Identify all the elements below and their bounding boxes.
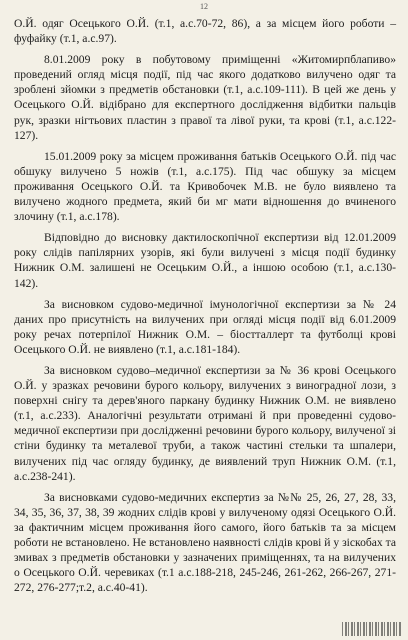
paragraph-5: За висновком судово-медичної імунологічної експертизи за № 24 даних про присутність на вилучених при огляді місця події від 6.01.2009 року речах потерпілої Нижник О.М. – біостталлерт та футболці крові Осецького О.Й. не виявлено (т.1, а.с.181-184). (14, 297, 396, 356)
paragraph-3: 15.01.2009 року за місцем проживання батьків Осецького О.Й. під час обшуку вилучено 5 ножів (т.1, а.с.175). Під час обшуку за місцем проживання Осецького О.Й. та Кривобочек М.В. не було виявлено та вилучено жодного предмета, який би мг мати відношення до вчиненого злочину (т.1, а.с.178). (14, 149, 396, 224)
paragraph-2: 8.01.2009 року в побутовому приміщенні «Житомирпблапиво» проведений огляд місця події, під час якого додатково вилучено одяг та зроблені зйомки з предметів обстановки (т.1, а.с.109-111). В цей же день у Осецького О.Й. відібрано для експертного дослідження відбитки пальців рук, зразки нігтьових пластин з правої та лівої руки, та крові (т.1, а.с.122-127). (14, 53, 396, 142)
page-number: 12 (200, 2, 208, 11)
paragraph-6: За висновком судово–медичної експертизи за № 36 крові Осецького О.Й. у зразках речовини бурого кольору, вилучених з виноградної лози, з поверхні снігу та дерев'яного паркану будинку Нижник О.М. не виявлено (т.1, а.с.233). Аналогічні результати отримані й при проведенні судово-медичної експертизи при дослідженні речовини бурого кольору, вилученої зі стіни будинку та металевої труби, а також частині стельки та шпалери, вилучених під час огляду будинку, де виявлений труп Нижник О.М. (т.1, а.с.238-241). (14, 363, 396, 483)
paragraph-7: За висновками судово-медичних експертиз за №№ 25, 26, 27, 28, 33, 34, 35, 36, 37, 38, 39 жодних слідів крові у вилученому одязі Осецького О.Й. за фактичним місцем проживання його самого, його батьків та за місцем роботи не встановлено. Не встановлено наявності слідів крові й у зіскобах та змивах з предметів обстановки у зазначених приміщеннях, та на вилучених о Осецького О.Й. черевиках (т.1 а.с.188-218, 245-246, 261-262, 266-267, 271-272, 276-277;т.2, а.с.40-41). (14, 490, 396, 595)
paragraph-1: О.Й. одяг Осецького О.Й. (т.1, а.с.70-72, 86), а за місцем його роботи – фуфайку (т.1, а.с.97). (14, 17, 396, 46)
paragraph-4: Відповідно до висновку дактилоскопічної експертизи від 12.01.2009 року слідів папілярних узорів, які були вилучені з місця події будинку Нижник О.М. залишені не Осецьким О.Й., а іншою особою (т.1, а.с.130-142). (14, 231, 396, 290)
barcode-stamp (342, 622, 402, 636)
